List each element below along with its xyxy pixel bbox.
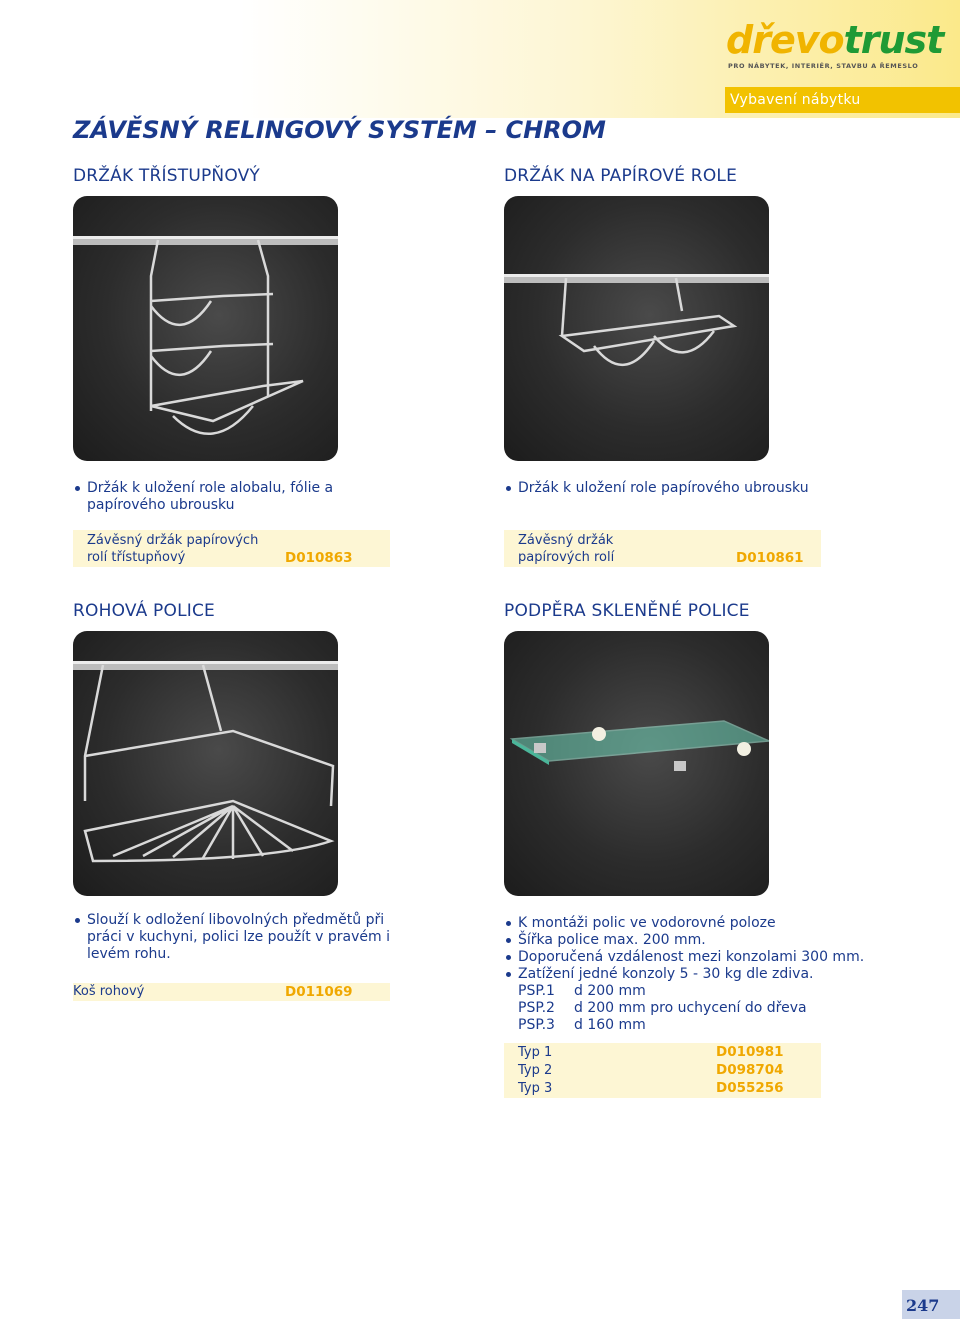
corner-basket-illustration xyxy=(73,631,338,896)
spec-code: PSP.1 xyxy=(518,983,555,999)
bullet-item: Zatížení jedné konzoly 5 - 30 kg dle zdiva. xyxy=(504,966,904,983)
logo-tagline: PRO NÁBYTEK, INTERIÉR, STAVBU A ŘEMESLO xyxy=(728,62,919,70)
price-name: Typ 2 xyxy=(518,1063,553,1078)
product-bullets xyxy=(73,480,393,514)
bullet-item: K montáži polic ve vodorovné poloze xyxy=(504,915,904,932)
product-code: D098704 xyxy=(716,1062,784,1078)
spec-code: PSP.2 xyxy=(518,1000,555,1016)
spec-desc: d 200 mm xyxy=(574,983,646,999)
product-code: D010981 xyxy=(716,1044,784,1060)
price-name-line1: Závěsný držák xyxy=(518,533,614,548)
price-box xyxy=(73,530,390,567)
price-name: Typ 1 xyxy=(518,1045,553,1060)
product-photo-glass-shelf-support xyxy=(504,631,769,896)
roll-holder-illustration xyxy=(504,196,769,461)
spec-code: PSP.3 xyxy=(518,1017,555,1033)
logo-text-drevo: dřevo xyxy=(726,18,844,62)
price-name-line1: Závěsný držák papírových xyxy=(87,533,259,548)
spec-desc: d 160 mm xyxy=(574,1017,646,1033)
spec-row xyxy=(504,1000,904,1017)
category-bar xyxy=(725,87,960,113)
price-name: Koš rohový xyxy=(73,984,145,999)
bullet-item: Doporučená vzdálenost mezi konzolami 300 mm. xyxy=(504,949,904,966)
spec-desc: d 200 mm pro uchycení do dřeva xyxy=(574,1000,807,1016)
page-number-box xyxy=(902,1290,960,1319)
product-code: D010863 xyxy=(285,550,353,566)
product-photo-triple-holder xyxy=(73,196,338,461)
bullet-item: Slouží k odložení libovolných předmětů při práci v kuchyni, polici lze použít v pravém i levém rohu. xyxy=(73,912,423,963)
product-code: D010861 xyxy=(736,550,804,566)
triple-holder-illustration xyxy=(73,196,338,461)
price-box xyxy=(73,983,390,1001)
price-box xyxy=(504,530,821,567)
page-title: ZÁVĚSNÝ RELINGOVÝ SYSTÉM – CHROM xyxy=(73,116,606,144)
price-name-line2: rolí třístupňový xyxy=(87,550,186,565)
spec-row xyxy=(504,1017,904,1034)
section-heading: PODPĚRA SKLENĚNÉ POLICE xyxy=(504,601,750,621)
bullet-item: Držák k uložení role papírového ubrousku xyxy=(504,480,834,497)
spec-row xyxy=(504,983,904,1000)
section-heading: DRŽÁK NA PAPÍROVÉ ROLE xyxy=(504,166,738,186)
price-name-line2: papírových rolí xyxy=(518,550,615,565)
price-name: Typ 3 xyxy=(518,1081,553,1096)
product-bullets xyxy=(504,480,834,497)
product-photo-corner-basket xyxy=(73,631,338,896)
drevotrust-logo[interactable] xyxy=(726,18,944,80)
section-heading: ROHOVÁ POLICE xyxy=(73,601,215,621)
product-code: D011069 xyxy=(285,984,353,1000)
product-photo-roll-holder xyxy=(504,196,769,461)
product-bullets xyxy=(73,912,423,963)
bullet-item: Šířka police max. 200 mm. xyxy=(504,932,904,949)
section-heading: DRŽÁK TŘÍSTUPŇOVÝ xyxy=(73,166,261,186)
glass-shelf-illustration xyxy=(504,631,769,896)
page-number: 247 xyxy=(906,1296,940,1315)
logo-text-trust: trust xyxy=(843,18,944,62)
product-bullets xyxy=(504,915,904,1034)
price-box xyxy=(504,1043,821,1098)
product-code: D055256 xyxy=(716,1080,784,1096)
category-label: Vybavení nábytku xyxy=(730,92,861,108)
bullet-item: Držák k uložení role alobalu, fólie a papírového ubrousku xyxy=(73,480,393,514)
